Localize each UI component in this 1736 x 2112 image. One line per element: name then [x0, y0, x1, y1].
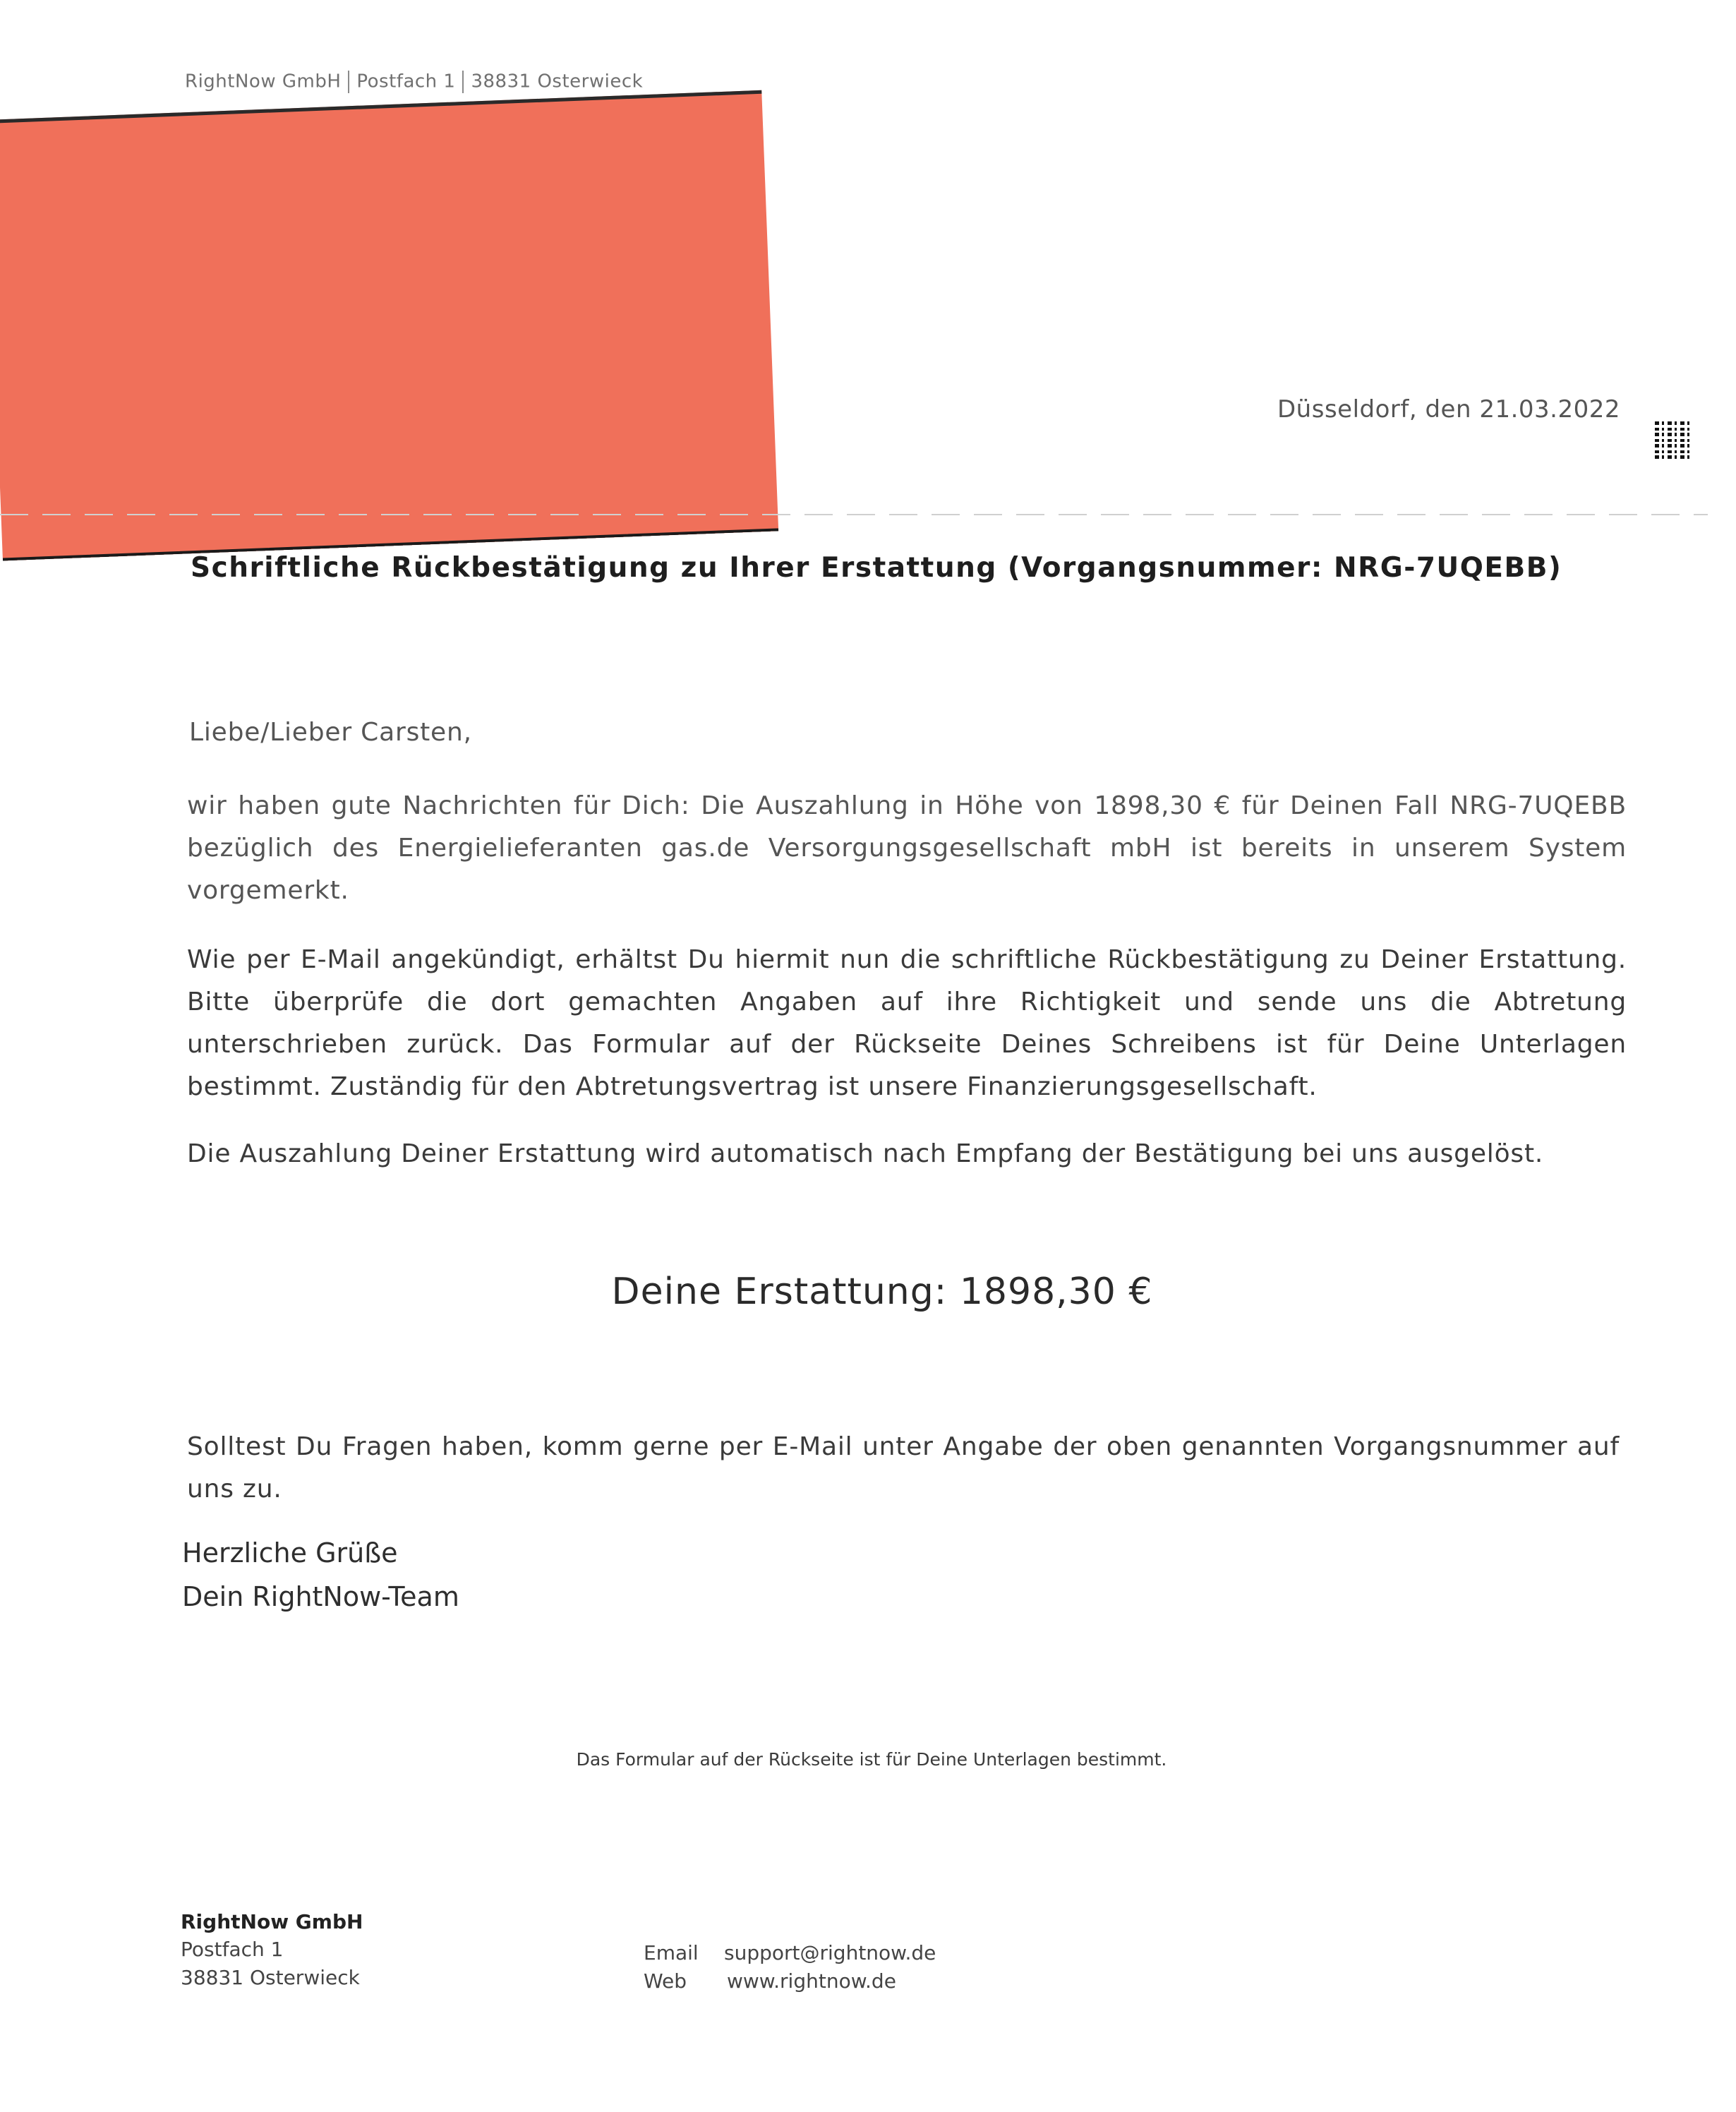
letter-subject: Schriftliche Rückbestätigung zu Ihrer Erstattung (Vorgangsnummer: NRG-7UQEBB) — [191, 552, 1562, 584]
sender-return-address — [185, 71, 643, 93]
sender-company: RightNow GmbH — [185, 71, 342, 92]
sender-street: Postfach 1 — [356, 71, 456, 92]
separator — [462, 71, 464, 93]
refund-amount: Deine Erstattung: 1898,30 € — [611, 1271, 1153, 1313]
closing-signature: Dein RightNow-Team — [182, 1581, 459, 1612]
greeting: Liebe/Lieber Carsten, — [189, 718, 472, 747]
document-matrix-code — [1655, 421, 1693, 459]
fold-line — [0, 514, 1708, 515]
footer-email-link[interactable]: support@rightnow.de — [724, 1941, 936, 1964]
footer-web-label: Web — [644, 1969, 687, 1993]
footer-city: 38831 Osterwieck — [181, 1966, 360, 1989]
closing-greeting: Herzliche Grüße — [182, 1537, 398, 1568]
footer-street: Postfach 1 — [181, 1938, 284, 1961]
form-note: Das Formular auf der Rückseite ist für Deine Unterlagen bestimmt. — [576, 1749, 1167, 1770]
paragraph-payout-notice: wir haben gute Nachrichten für Dich: Die Auszahlung in Höhe von 1898,30 € für Deinen Fall NRG-7UQEBB bezüglich des Energielieferanten gas.de Versorgungsgesellschaft mbH ist bereits in unserem System vorgemerkt. — [187, 791, 1627, 905]
sender-city: 38831 Osterwieck — [471, 71, 644, 92]
paragraph-questions: Solltest Du Fragen haben, komm gerne per E-Mail unter Angabe der oben genannten Vorgangsnummer auf uns zu. — [187, 1432, 1620, 1504]
letter-date: Düsseldorf, den 21.03.2022 — [1277, 395, 1620, 424]
separator — [348, 71, 349, 93]
paragraph-automatic-payout: Die Auszahlung Deiner Erstattung wird automatisch nach Empfang der Bestätigung bei uns ausgelöst. — [187, 1139, 1544, 1168]
footer-email-label: Email — [644, 1941, 699, 1964]
paragraph-confirmation: Wie per E-Mail angekündigt, erhältst Du hiermit nun die schriftliche Rückbestätigung zu Deiner Erstattung. Bitte überprüfe die dort gemachten Angaben auf ihre Richtigkeit und sende uns die Abtretung unterschrieben zurück. Das Formular auf der Rückseite Deines Schreibens ist für Deine Unterlagen bestimmt. Zuständig für den Abtretungsvertrag ist unsere Finanzierungsgesellschaft. — [187, 945, 1627, 1101]
footer-web-link[interactable]: www.rightnow.de — [727, 1969, 896, 1993]
footer-company: RightNow GmbH — [181, 1910, 363, 1933]
redacted-recipient-address — [0, 90, 778, 561]
